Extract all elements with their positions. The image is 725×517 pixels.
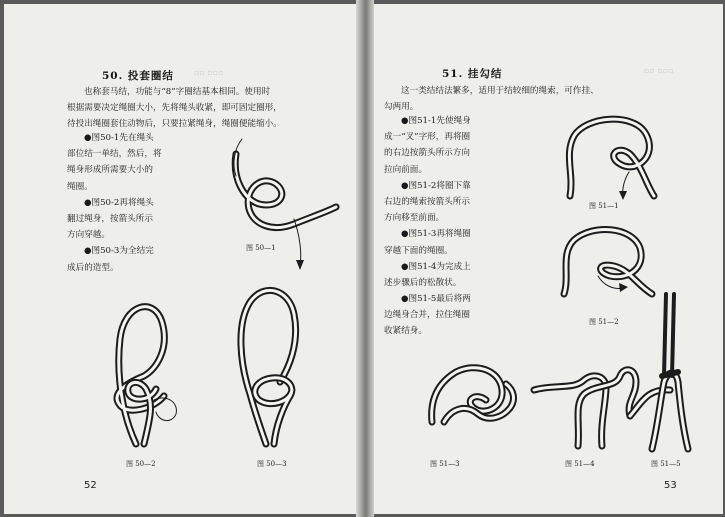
step-line: 的右边按箭头所示方向 xyxy=(384,148,470,159)
step-line: ●图50-2再将绳头 xyxy=(84,197,154,208)
caption-51-2: 图 51—2 xyxy=(589,318,619,326)
step-line: 拉向前面。 xyxy=(384,164,427,175)
page-number-left: 52 xyxy=(84,480,97,491)
intro-line: 待投出绳圈套住动物后，只要拉紧绳身，绳圈便能缩小。 xyxy=(67,119,282,130)
caption-50-3: 图 50—3 xyxy=(257,460,287,468)
step-line: ●图51-4为完成上 xyxy=(401,261,471,272)
step-line: 成后的造型。 xyxy=(67,262,119,273)
step-line: 绳身形成所需要大小的 xyxy=(67,165,153,176)
step-line: 成一“叉”字形，再将圈 xyxy=(384,132,471,143)
step-line: 翻过绳身，按箭头所示 xyxy=(67,213,153,224)
section-title-51: 51. 挂勾结 xyxy=(442,68,503,80)
step-line: 方向移至前面。 xyxy=(384,213,445,224)
left-page xyxy=(4,4,356,514)
step-line: ●图50-1先在绳头 xyxy=(84,133,154,143)
bleed-through-text: ▫▫ ▫▫▫ xyxy=(644,66,674,75)
step-line: 穿越下面的绳圈。 xyxy=(384,245,453,256)
figure-51-3 xyxy=(432,368,514,422)
step-line: ●图51-1先使绳身 xyxy=(401,116,471,126)
step-line: 收紧结身。 xyxy=(384,326,427,337)
caption-51-4: 图 51—4 xyxy=(565,460,595,468)
step-line: 边绳身合并，拉住绳圈 xyxy=(384,310,470,321)
caption-50-2: 图 50—2 xyxy=(126,460,156,468)
intro-line: 根据需要决定绳圈大小，先将绳头收紧，即可固定圈形， xyxy=(67,103,282,114)
step-line: 绳圈。 xyxy=(67,181,93,192)
step-line: 部位结一单结，然后，将 xyxy=(67,149,162,160)
caption-51-5: 图 51—5 xyxy=(651,460,681,468)
step-line: 右边的绳索按箭头所示 xyxy=(384,196,470,207)
step-line: ●图50-3为全结完 xyxy=(84,246,154,257)
section-title-50: 50. 投套圈结 xyxy=(102,70,174,82)
figure-51-5 xyxy=(652,294,688,449)
page-number-right: 53 xyxy=(664,480,677,491)
intro-line: 这一类结结法繁多，适用于结较细的绳索，可作挂、 xyxy=(401,86,599,96)
book-gutter xyxy=(356,0,374,517)
step-line: 方向穿越。 xyxy=(67,230,110,241)
knot-illustrations-right xyxy=(374,4,723,514)
intro-line: 也称套马结，功能与“8”字圈结基本相同。使用时 xyxy=(84,87,271,97)
figure-51-4 xyxy=(534,370,670,446)
intro-line: 勾两用。 xyxy=(384,102,419,113)
step-line: ●图51-2将圈下靠 xyxy=(401,180,471,191)
caption-51-3: 图 51—3 xyxy=(430,460,460,468)
figure-50-2 xyxy=(117,307,176,444)
figure-51-2 xyxy=(564,230,652,294)
figure-50-3 xyxy=(241,290,296,444)
knot-illustrations-left xyxy=(4,4,356,514)
step-line: ●图51-3再将绳圈 xyxy=(401,229,471,240)
caption-51-1: 图 51—1 xyxy=(589,202,619,210)
step-line: 述步骤后的松散状。 xyxy=(384,277,462,288)
caption-50-1: 图 50—1 xyxy=(246,244,276,252)
figure-51-1 xyxy=(569,119,654,200)
bleed-through-text: ▫▫ ▫▫▫ xyxy=(194,68,224,77)
step-line: ●图51-5最后将两 xyxy=(401,294,471,305)
right-page xyxy=(374,4,723,514)
